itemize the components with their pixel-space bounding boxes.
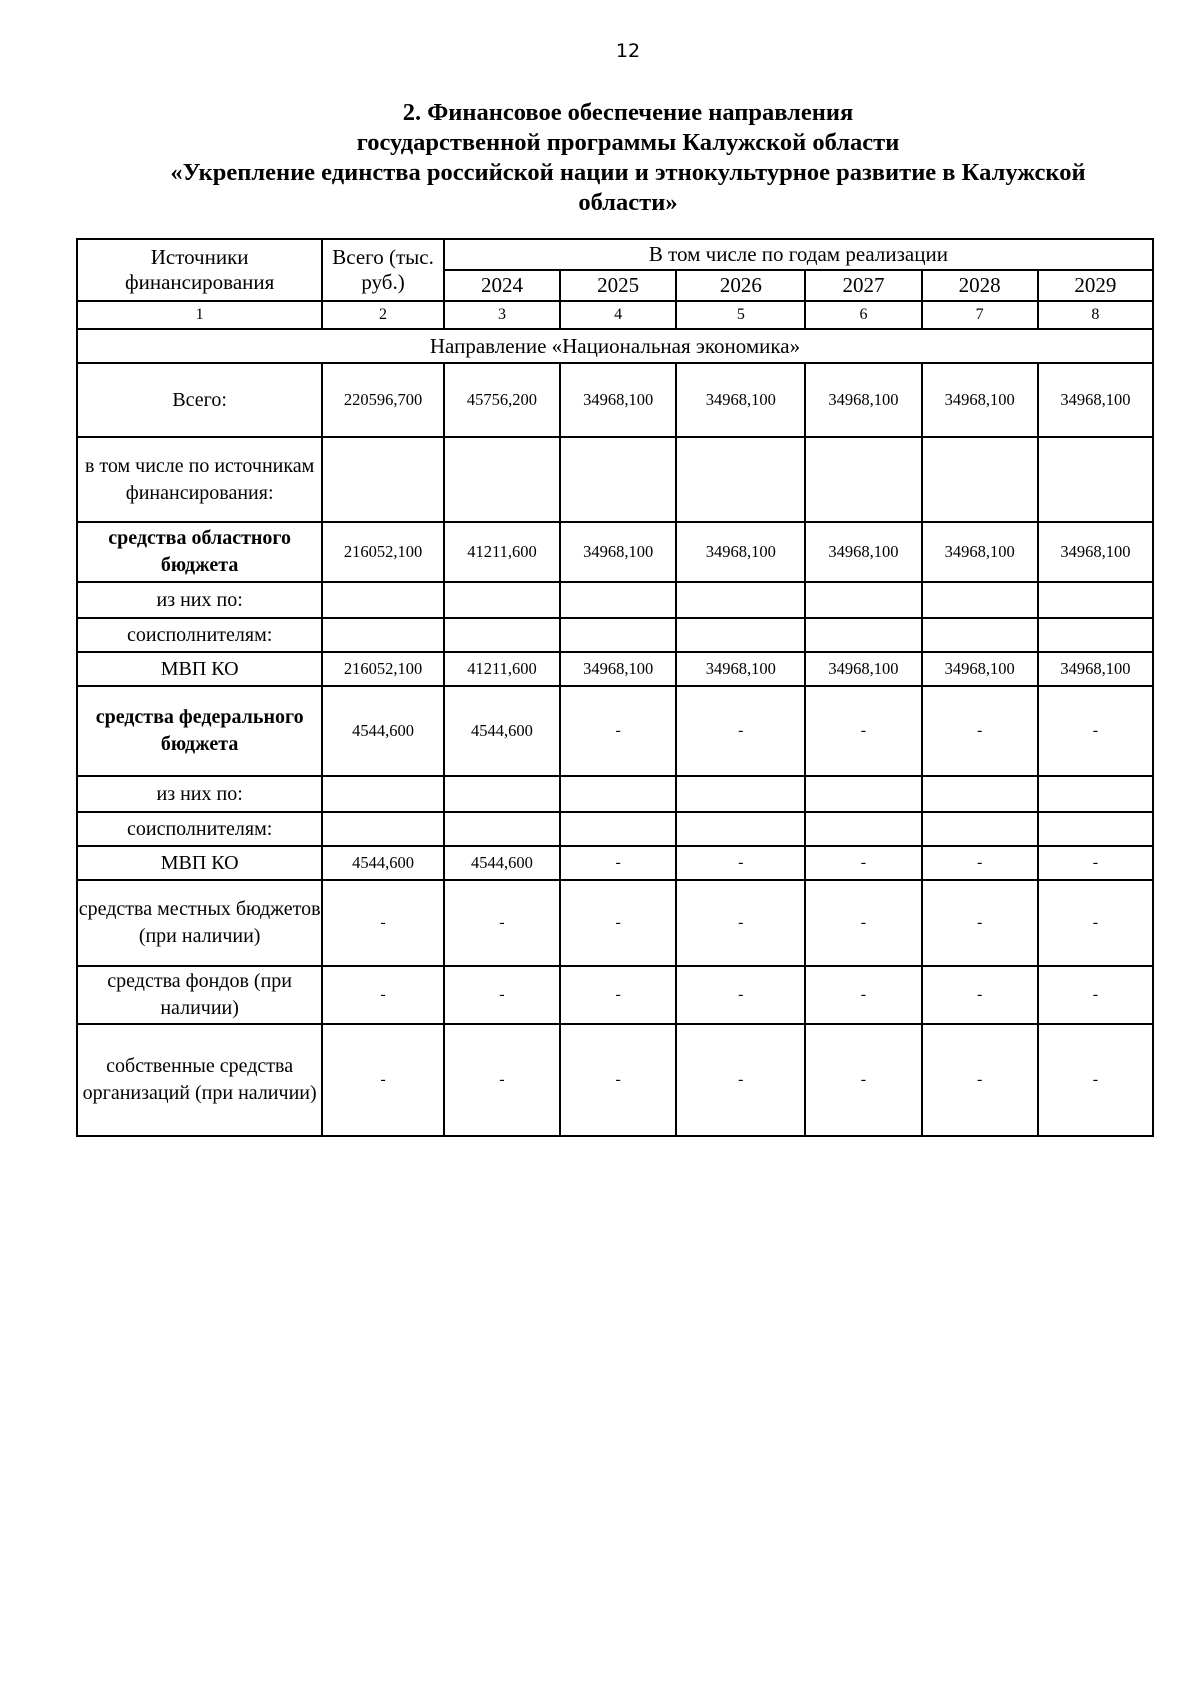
column-number: 1	[77, 301, 322, 329]
value-cell: 34968,100	[805, 522, 921, 582]
column-number: 3	[444, 301, 560, 329]
value-cell	[1038, 582, 1153, 618]
header-year: 2025	[560, 270, 676, 301]
header-total: Всего (тыс. руб.)	[322, 239, 444, 301]
value-cell: 34968,100	[676, 522, 805, 582]
value-cell	[322, 776, 444, 812]
value-cell: 45756,200	[444, 363, 560, 437]
value-cell: 4544,600	[322, 846, 444, 880]
value-cell	[1038, 618, 1153, 652]
value-cell: 4544,600	[322, 686, 444, 776]
value-cell	[805, 582, 921, 618]
value-cell: -	[676, 1024, 805, 1136]
value-cell: -	[322, 1024, 444, 1136]
value-cell: 34968,100	[560, 652, 676, 686]
value-cell: -	[560, 1024, 676, 1136]
title-line: области»	[578, 189, 678, 216]
title-line: 2. Финансовое обеспечение направления	[402, 99, 854, 126]
value-cell	[560, 582, 676, 618]
value-cell: 34968,100	[560, 522, 676, 582]
row-label: средства фондов (при наличии)	[77, 966, 322, 1024]
value-cell: 34968,100	[922, 363, 1038, 437]
value-cell: 34968,100	[805, 652, 921, 686]
value-cell: 34968,100	[676, 363, 805, 437]
table-row	[77, 652, 1153, 686]
value-cell	[560, 776, 676, 812]
value-cell	[560, 618, 676, 652]
value-cell: -	[922, 846, 1038, 880]
value-cell	[676, 437, 805, 522]
column-number: 2	[322, 301, 444, 329]
document-title	[120, 98, 1136, 218]
table-row	[77, 522, 1153, 582]
section-title: Направление «Национальная экономика»	[77, 329, 1153, 363]
table-row	[77, 1024, 1153, 1136]
value-cell	[444, 776, 560, 812]
header-year: 2028	[922, 270, 1038, 301]
value-cell	[322, 618, 444, 652]
table-row	[77, 880, 1153, 966]
value-cell: 4544,600	[444, 686, 560, 776]
value-cell	[1038, 812, 1153, 846]
table-row	[77, 686, 1153, 776]
value-cell: 216052,100	[322, 522, 444, 582]
header-year: 2026	[676, 270, 805, 301]
row-label: МВП КО	[77, 652, 322, 686]
column-number: 8	[1038, 301, 1153, 329]
value-cell	[922, 776, 1038, 812]
row-label: из них по:	[77, 582, 322, 618]
value-cell: -	[805, 846, 921, 880]
table-row	[77, 846, 1153, 880]
value-cell: -	[676, 686, 805, 776]
value-cell	[444, 582, 560, 618]
value-cell	[805, 776, 921, 812]
value-cell	[444, 618, 560, 652]
section-row	[77, 329, 1153, 363]
financing-table	[76, 238, 1154, 1137]
page-number: 12	[615, 40, 641, 62]
table-row	[77, 363, 1153, 437]
value-cell: -	[805, 880, 921, 966]
value-cell: 34968,100	[1038, 652, 1153, 686]
row-label: Всего:	[77, 363, 322, 437]
row-label: соисполнителям:	[77, 812, 322, 846]
column-number: 6	[805, 301, 921, 329]
value-cell: 4544,600	[444, 846, 560, 880]
header-years-group: В том числе по годам реализации	[444, 239, 1153, 270]
value-cell	[676, 812, 805, 846]
table-row	[77, 812, 1153, 846]
value-cell: 41211,600	[444, 522, 560, 582]
header-year: 2027	[805, 270, 921, 301]
value-cell	[322, 812, 444, 846]
value-cell: -	[922, 880, 1038, 966]
value-cell: -	[560, 966, 676, 1024]
value-cell: 216052,100	[322, 652, 444, 686]
value-cell	[676, 776, 805, 812]
value-cell: -	[1038, 686, 1153, 776]
value-cell: -	[922, 966, 1038, 1024]
value-cell: -	[676, 880, 805, 966]
value-cell: -	[444, 1024, 560, 1136]
value-cell	[560, 437, 676, 522]
value-cell	[805, 618, 921, 652]
value-cell: 34968,100	[560, 363, 676, 437]
value-cell	[805, 437, 921, 522]
row-label: из них по:	[77, 776, 322, 812]
table-row	[77, 776, 1153, 812]
header-year: 2024	[444, 270, 560, 301]
value-cell	[322, 437, 444, 522]
value-cell	[922, 812, 1038, 846]
value-cell: -	[676, 966, 805, 1024]
value-cell: -	[444, 880, 560, 966]
table-row	[77, 618, 1153, 652]
row-label: собственные средства организаций (при наличии)	[77, 1024, 322, 1136]
header-sources: Источники финансирования	[77, 239, 322, 301]
value-cell: 34968,100	[1038, 363, 1153, 437]
value-cell: -	[322, 966, 444, 1024]
value-cell: -	[922, 686, 1038, 776]
value-cell: -	[322, 880, 444, 966]
column-number: 5	[676, 301, 805, 329]
value-cell: -	[676, 846, 805, 880]
value-cell: -	[922, 1024, 1038, 1136]
value-cell	[444, 812, 560, 846]
row-label: средства местных бюджетов (при наличии)	[77, 880, 322, 966]
value-cell	[922, 582, 1038, 618]
value-cell	[560, 812, 676, 846]
value-cell	[922, 437, 1038, 522]
value-cell: -	[1038, 880, 1153, 966]
title-line: «Укрепление единства российской нации и этнокультурное развитие в Калужской	[170, 159, 1086, 186]
value-cell: 34968,100	[805, 363, 921, 437]
value-cell: 34968,100	[676, 652, 805, 686]
row-label: МВП КО	[77, 846, 322, 880]
column-number-row	[77, 301, 1153, 329]
column-number: 4	[560, 301, 676, 329]
value-cell: -	[444, 966, 560, 1024]
value-cell	[444, 437, 560, 522]
value-cell	[1038, 437, 1153, 522]
value-cell: 34968,100	[1038, 522, 1153, 582]
value-cell: -	[805, 966, 921, 1024]
value-cell: 34968,100	[922, 522, 1038, 582]
value-cell	[676, 618, 805, 652]
header-year: 2029	[1038, 270, 1153, 301]
value-cell: -	[1038, 846, 1153, 880]
row-label: средства федерального бюджета	[77, 686, 322, 776]
value-cell: -	[805, 686, 921, 776]
value-cell	[805, 812, 921, 846]
value-cell	[676, 582, 805, 618]
value-cell: -	[560, 686, 676, 776]
table-row	[77, 437, 1153, 522]
value-cell: -	[1038, 966, 1153, 1024]
row-label: соисполнителям:	[77, 618, 322, 652]
value-cell	[922, 618, 1038, 652]
value-cell: -	[560, 880, 676, 966]
value-cell	[322, 582, 444, 618]
row-label: в том числе по источникам финансирования:	[77, 437, 322, 522]
value-cell: -	[1038, 1024, 1153, 1136]
column-number: 7	[922, 301, 1038, 329]
row-label: средства областного бюджета	[77, 522, 322, 582]
value-cell: -	[560, 846, 676, 880]
value-cell: 220596,700	[322, 363, 444, 437]
value-cell	[1038, 776, 1153, 812]
title-line: государственной программы Калужской области	[356, 129, 900, 156]
value-cell: -	[805, 1024, 921, 1136]
table-row	[77, 966, 1153, 1024]
value-cell: 34968,100	[922, 652, 1038, 686]
value-cell: 41211,600	[444, 652, 560, 686]
table-row	[77, 582, 1153, 618]
